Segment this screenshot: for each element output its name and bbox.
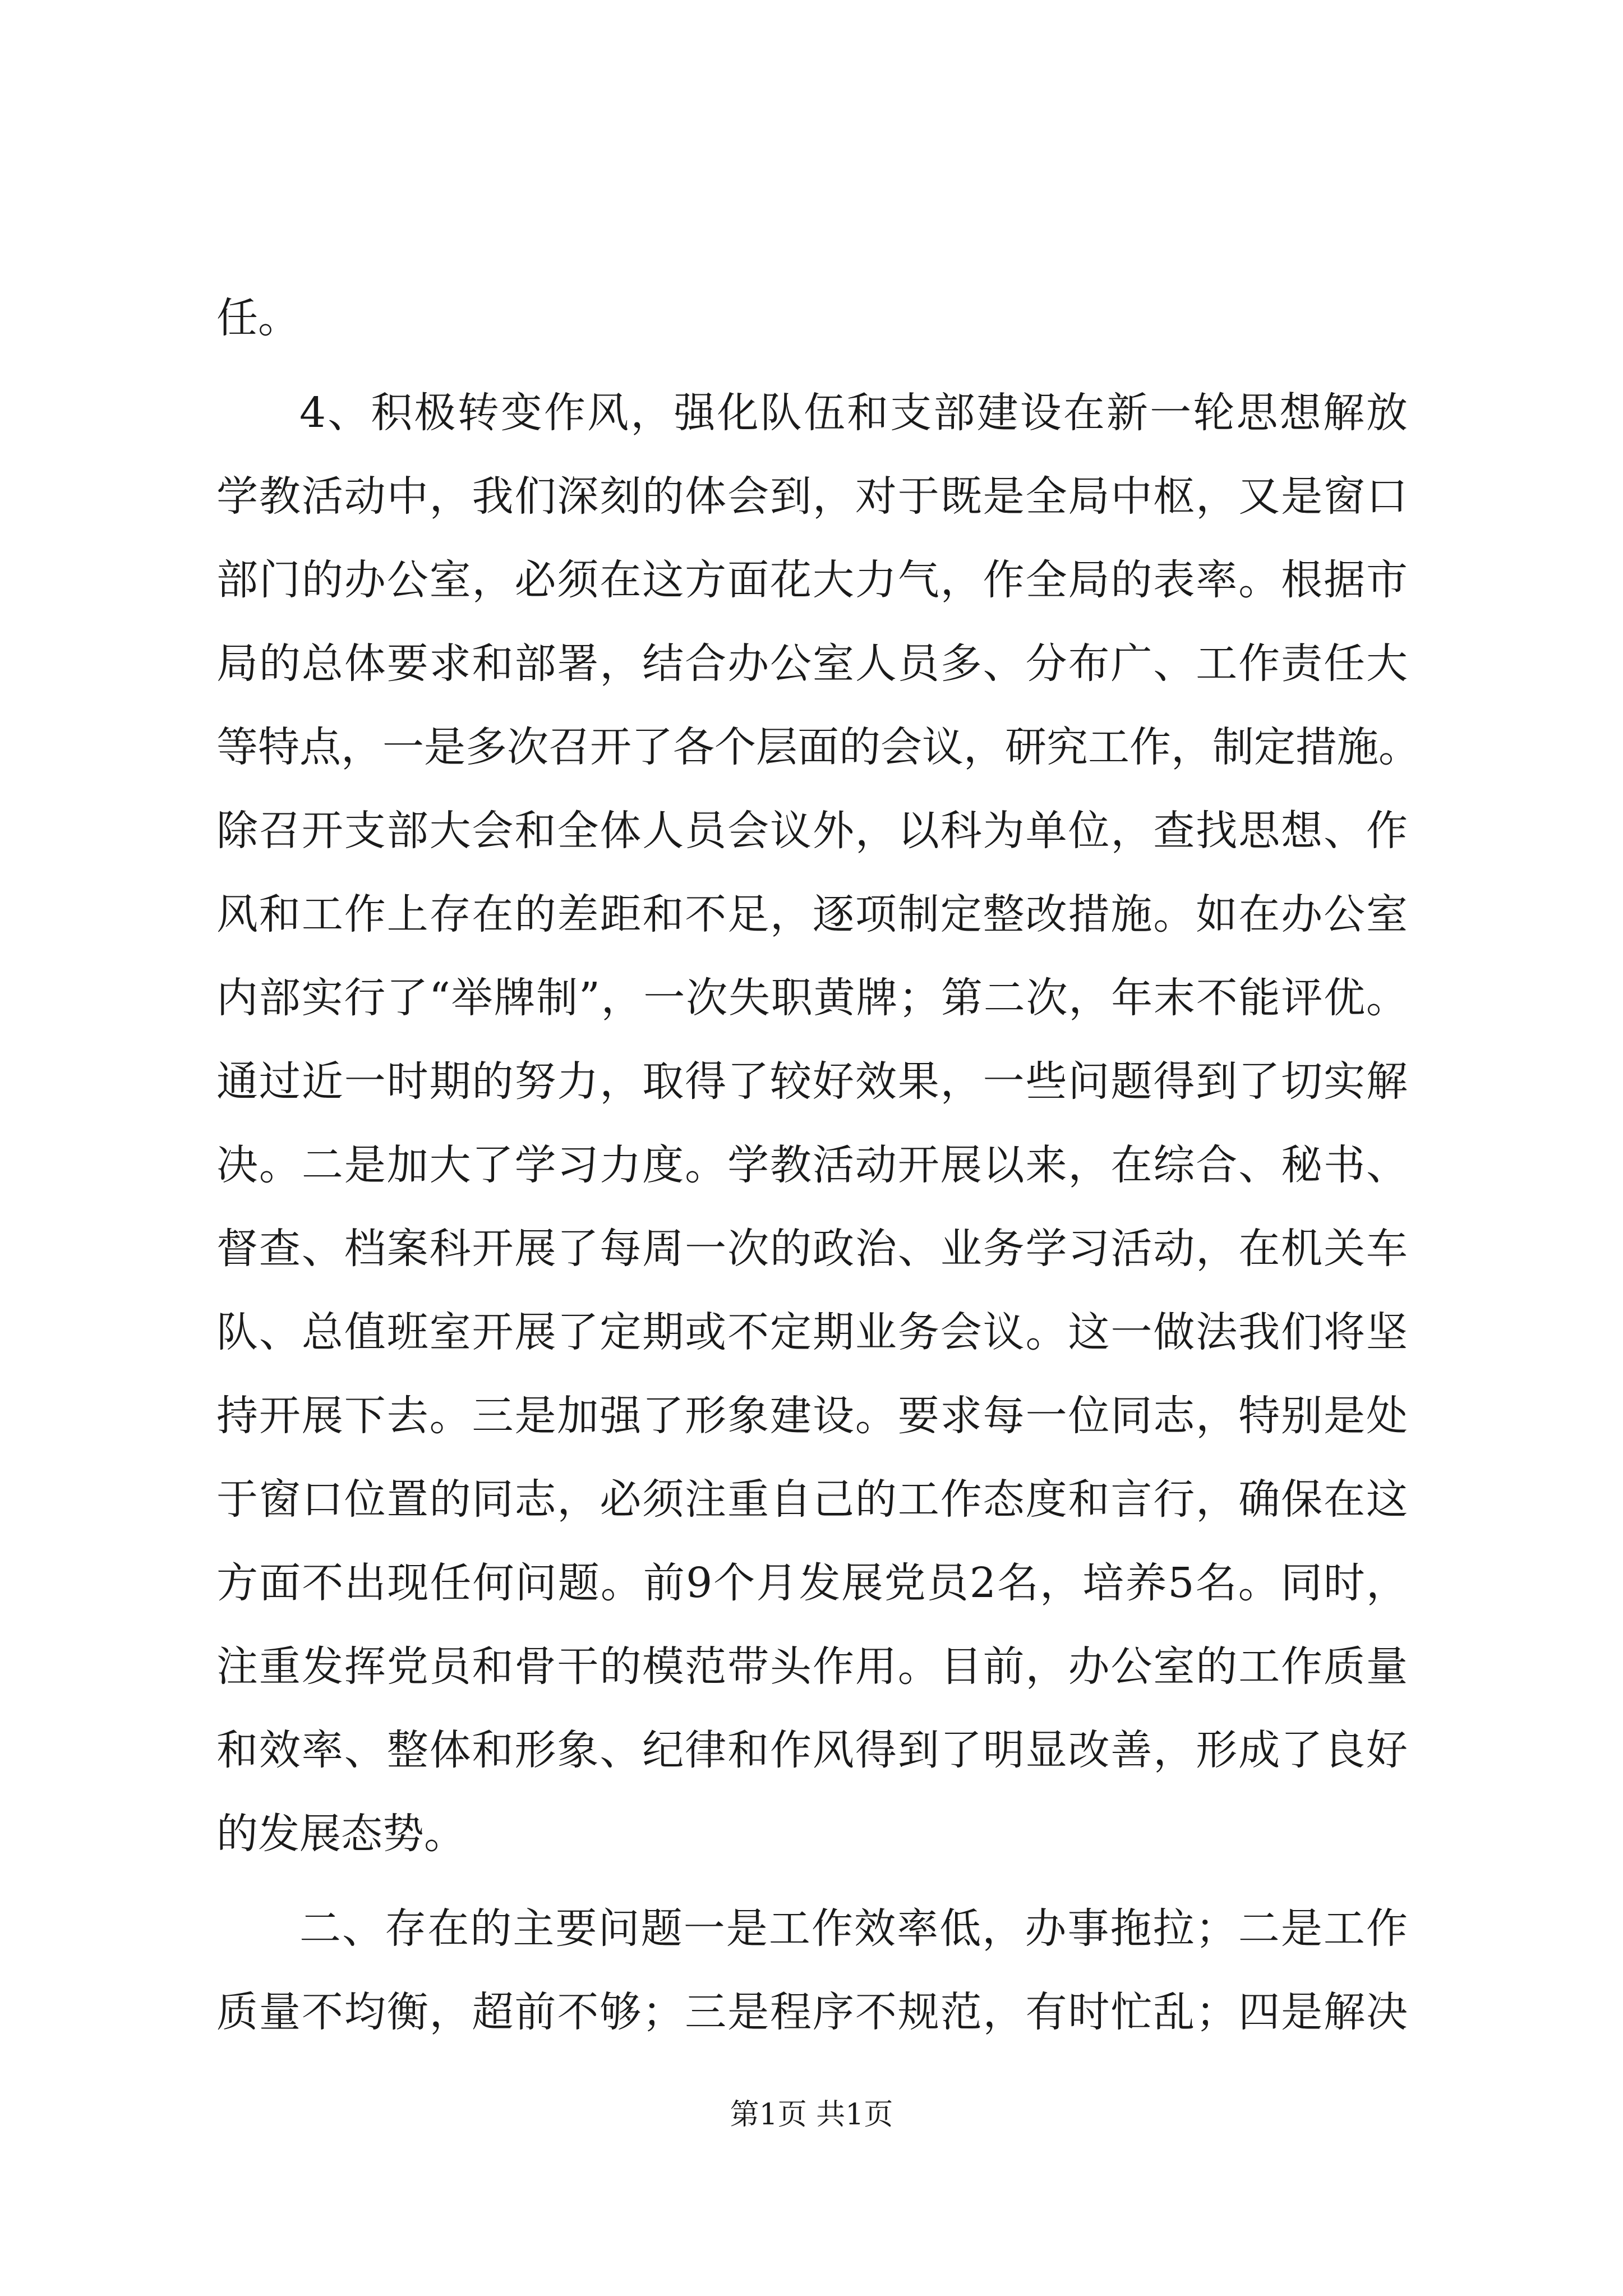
text-line-16: 方面不出现任何问题。前9个月发展党员2名，培养5名。同时， — [216, 1559, 1408, 1607]
text-line-1: 任。 — [216, 294, 299, 342]
text-line-20: 二、存在的主要问题一是工作效率低，办事拖拉；二是工作 — [299, 1904, 1408, 1953]
text-line-10: 通过近一时期的努力，取得了较好效果，一些问题得到了切实解 — [216, 1057, 1408, 1106]
page-number-footer: 第1页 共1页 — [730, 2098, 893, 2132]
text-line-2: 4、积极转变作风，强化队伍和支部建设在新一轮思想解放 — [299, 389, 1408, 437]
text-line-17: 注重发挥党员和骨干的模范带头作用。目前，办公室的工作质量 — [216, 1642, 1408, 1691]
text-line-3: 学教活动中，我们深刻的体会到，对于既是全局中枢，又是窗口 — [216, 472, 1408, 521]
text-line-21: 质量不均衡，超前不够；三是程序不规范，有时忙乱；四是解决 — [216, 1988, 1408, 2036]
text-line-15: 于窗口位置的同志，必须注重自己的工作态度和言行，确保在这 — [216, 1475, 1408, 1524]
text-line-9: 内部实行了“举牌制”，一次失职黄牌；第二次，年末不能评优。 — [216, 974, 1408, 1022]
text-line-18: 和效率、整体和形象、纪律和作风得到了明显改善，形成了良好 — [216, 1726, 1408, 1774]
text-line-6: 等特点，一是多次召开了各个层面的会议，研究工作，制定措施。 — [216, 723, 1420, 771]
text-line-8: 风和工作上存在的差距和不足，逐项制定整改措施。如在办公室 — [216, 890, 1408, 938]
text-line-19: 的发展态势。 — [216, 1810, 465, 1858]
text-line-12: 督查、档案科开展了每周一次的政治、业务学习活动，在机关车 — [216, 1225, 1408, 1273]
text-line-11: 决。二是加大了学习力度。学教活动开展以来，在综合、秘书、 — [216, 1141, 1408, 1189]
text-line-13: 队、总值班室开展了定期或不定期业务会议。这一做法我们将坚 — [216, 1308, 1408, 1356]
text-line-14: 持开展下去。三是加强了形象建设。要求每一位同志，特别是处 — [216, 1392, 1408, 1440]
text-line-7: 除召开支部大会和全体人员会议外，以科为单位，查找思想、作 — [216, 807, 1408, 855]
text-line-4: 部门的办公室，必须在这方面花大力气，作全局的表率。根据市 — [216, 556, 1408, 604]
text-line-5: 局的总体要求和部署，结合办公室人员多、分布广、工作责任大 — [216, 639, 1408, 688]
